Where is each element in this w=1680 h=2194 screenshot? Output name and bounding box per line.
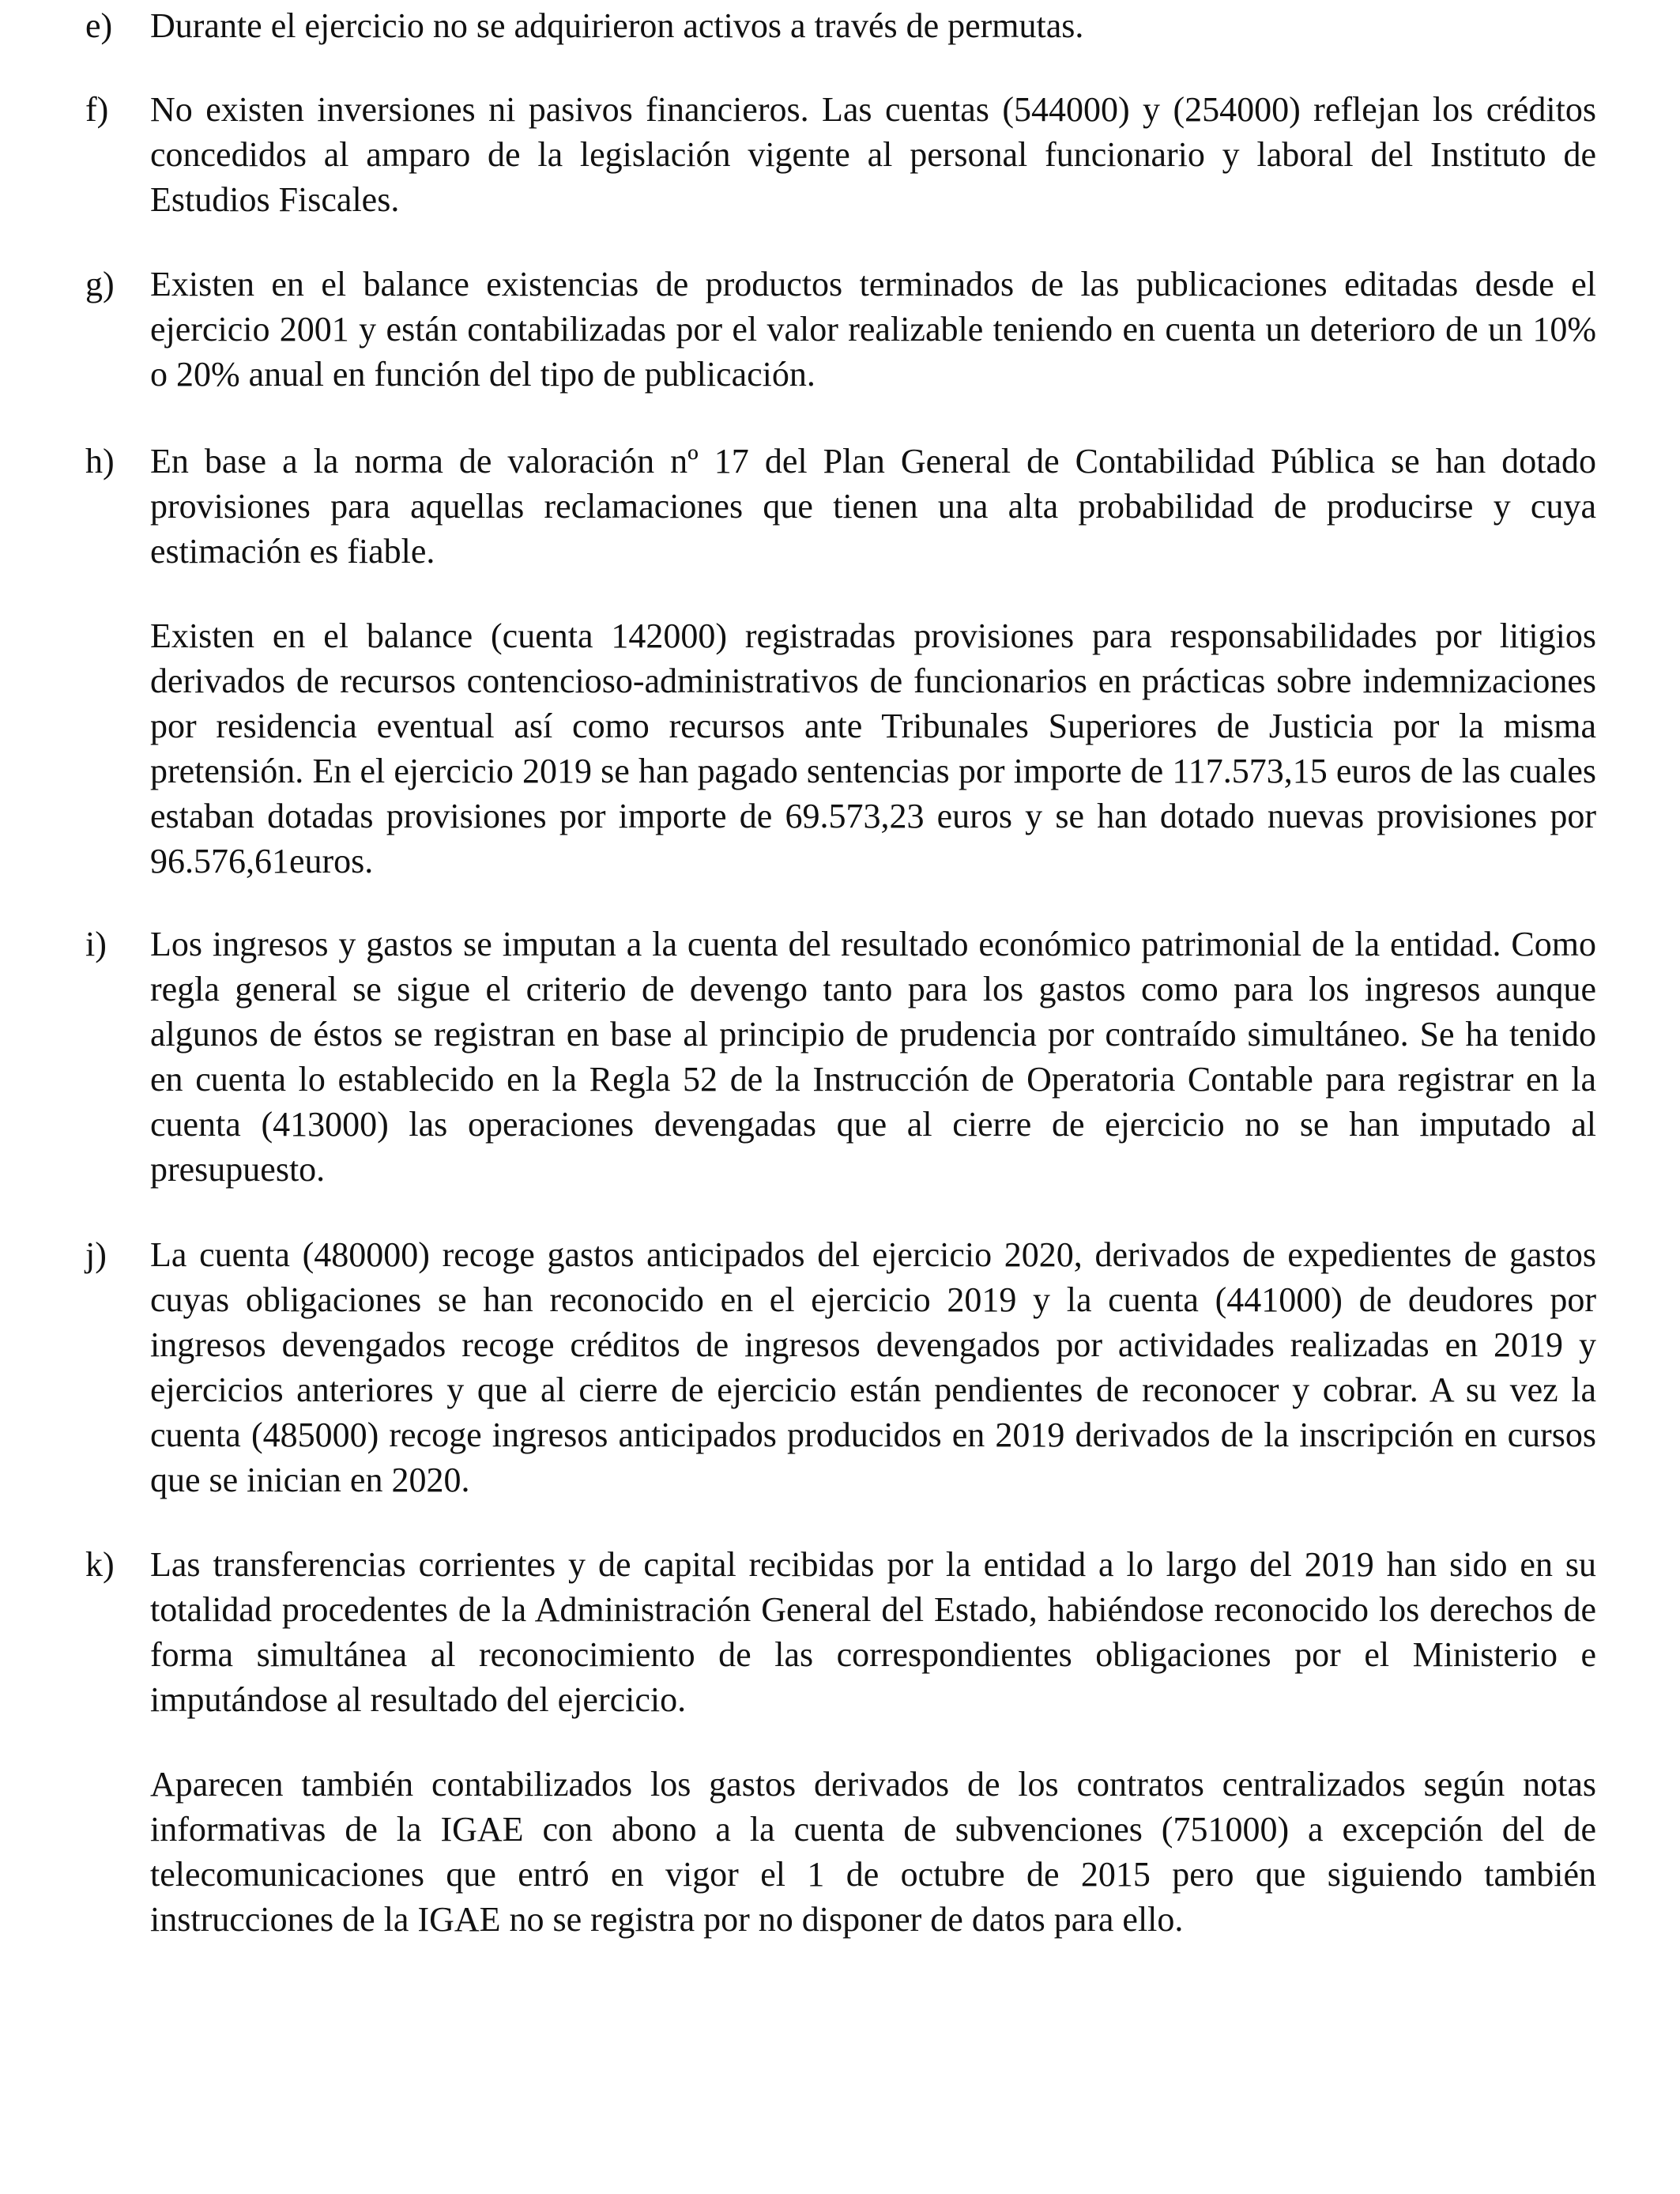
item-text: Durante el ejercicio no se adquirieron activos a través de permutas. xyxy=(150,6,1084,45)
item-marker: j) xyxy=(85,1235,107,1274)
item-text: No existen inversiones ni pasivos financieros. Las cuentas (544000) y (254000) reflejan los créditos concedidos al amparo de la legislación vigente al personal funcionario y laboral del Instituto de Estudios Fiscales. xyxy=(150,90,1596,219)
item-marker: g) xyxy=(85,265,115,303)
item-marker: i) xyxy=(85,925,107,963)
item-text-continued: Existen en el balance (cuenta 142000) registradas provisiones para responsabilidades por litigios derivados de recursos contencioso-administrativos de funcionarios en prácticas sobre indemnizaciones por residencia eventual así como recursos ante Tribunales Superiores de Justicia por la misma pretensión. En el ejercicio 2019 se han pagado sentencias por importe de 117.573,15 euros de las cuales estaban dotadas provisiones por importe de 69.573,23 euros y se han dotado nuevas provisiones por 96.576,61euros. xyxy=(150,616,1596,880)
item-text: En base a la norma de valoración nº 17 del Plan General de Contabilidad Pública se han dotado provisiones para aquellas reclamaciones que tienen una alta probabilidad de producirse y cuya estimación es fiable. xyxy=(150,442,1596,571)
item-text: Existen en el balance existencias de productos terminados de las publicaciones editadas desde el ejercicio 2001 y están contabilizadas por el valor realizable teniendo en cuenta un deterioro de un 10% o 20% anual en función del tipo de publicación. xyxy=(150,265,1596,394)
item-text: Las transferencias corrientes y de capital recibidas por la entidad a lo largo del 2019 han sido en su totalidad procedentes de la Administración General del Estado, habiéndose reconocido los derechos de forma simultánea al reconocimiento de las correspondientes obligaciones por el Ministerio e imputándose al resultado del ejercicio. xyxy=(150,1545,1596,1719)
item-marker: k) xyxy=(85,1545,115,1584)
item-marker: e) xyxy=(85,6,113,45)
item-text-continued: Aparecen también contabilizados los gastos derivados de los contratos centralizados según notas informativas de la IGAE con abono a la cuenta de subvenciones (751000) a excepción del de telecomunicaciones que entró en vigor el 1 de octubre de 2015 pero que siguiendo también instrucciones de la IGAE no se registra por no disponer de datos para ello. xyxy=(150,1765,1596,1939)
item-text: Los ingresos y gastos se imputan a la cuenta del resultado económico patrimonial de la entidad. Como regla general se sigue el criterio de devengo tanto para los gastos como para los ingresos aunque algunos de éstos se registran en base al principio de prudencia por contraído simultáneo. Se ha tenido en cuenta lo establecido en la Regla 52 de la Instrucción de Operatoria Contable para registrar en la cuenta (413000) las operaciones devengadas que al cierre de ejercicio no se han imputado al presupuesto. xyxy=(150,925,1596,1189)
item-text: La cuenta (480000) recoge gastos anticipados del ejercicio 2020, derivados de expedientes de gastos cuyas obligaciones se han reconocido en el ejercicio 2019 y la cuenta (441000) de deudores por ingresos devengados recoge créditos de ingresos devengados por actividades realizadas en 2019 y ejercicios anteriores y que al cierre de ejercicio están pendientes de reconocer y cobrar. A su vez la cuenta (485000) recoge ingresos anticipados producidos en 2019 derivados de la inscripción en cursos que se inician en 2020. xyxy=(150,1235,1596,1499)
item-marker: h) xyxy=(85,442,115,481)
item-marker: f) xyxy=(85,90,109,129)
